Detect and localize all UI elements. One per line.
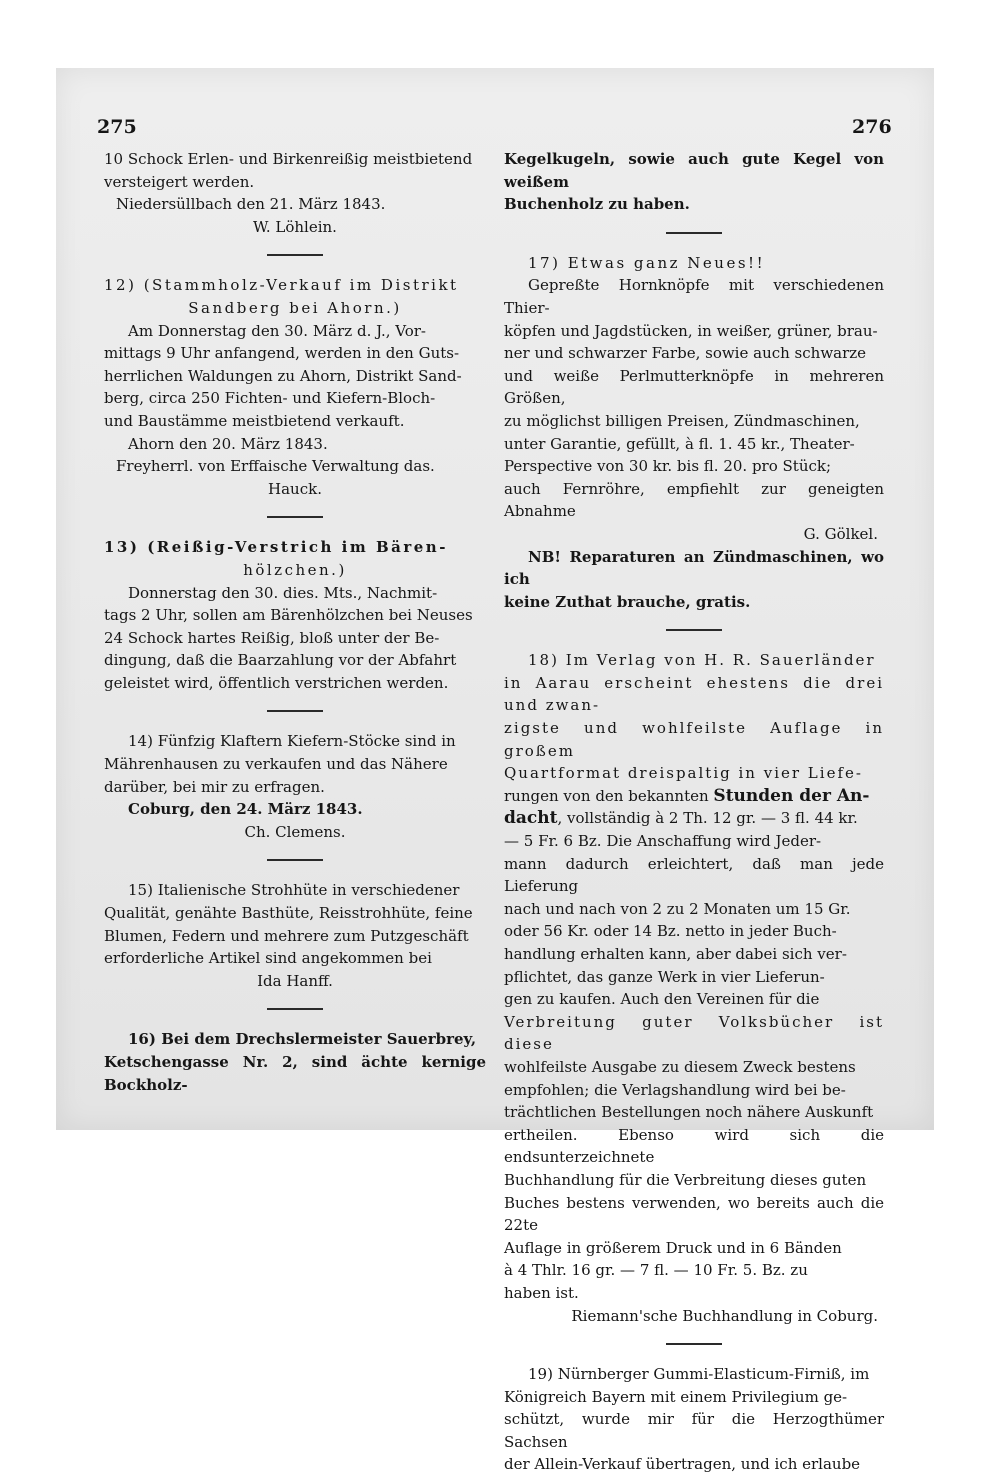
notice-date: Niedersüllbach den 21. März 1843. [116, 195, 386, 214]
text-line: Am Donnerstag den 30. März d. J., Vor- [128, 321, 426, 340]
text-line: ertheilen. Ebenso wird sich die endsunterzeichnete [504, 1125, 884, 1167]
text-line: pflichtet, das ganze Werk in vier Lieferun- [504, 967, 825, 986]
page-number-right: 276 [852, 116, 892, 138]
text-fragment: , vollständig à 2 Th. 12 gr. — 3 fl. 44 kr. [557, 809, 858, 828]
text-line: Perspective von 30 kr. bis fl. 20. pro Stück; [504, 457, 832, 476]
text-line: mittags 9 Uhr anfangend, werden in den Guts- [104, 344, 460, 363]
notice-17 [504, 252, 884, 614]
text-line: 19) Nürnberger Gummi-Elasticum-Firniß, im [528, 1365, 870, 1384]
separator-rule [666, 232, 722, 234]
notice-heading: 12) (Stammholz-Verkauf im Distrikt [104, 276, 459, 295]
text-line: zu möglichst billigen Preisen, Zündmaschinen, [504, 411, 860, 430]
text-line: erforderliche Artikel sind angekommen bei [104, 949, 432, 968]
text-line: wohlfeilste Ausgabe zu diesem Zweck bestens [504, 1057, 856, 1076]
text-line: versteigert werden. [104, 172, 255, 191]
notice-signature: Riemann'sche Buchhandlung in Coburg. [571, 1306, 878, 1325]
notice-signature: Ch. Clemens. [244, 822, 346, 841]
notice-continued [104, 148, 486, 238]
text-line: à 4 Thlr. 16 gr. — 7 fl. — 10 Fr. 5. Bz. zu [504, 1261, 808, 1280]
notice-12 [104, 274, 486, 500]
text-line: Kegelkugeln, sowie auch gute Kegel von weißem [504, 150, 884, 191]
text-line: ner und schwarzer Farbe, sowie auch schwarze [504, 344, 867, 363]
text-line: mann dadurch erleichtert, daß man jede Lieferung [504, 854, 884, 896]
text-line: 16) Bei dem Drechslermeister Sauerbrey, [128, 1030, 477, 1049]
text-line: gen zu kaufen. Auch den Vereinen für die [504, 990, 820, 1009]
text-line: Ketschengasse Nr. 2, sind ächte kernige Bockholz- [104, 1053, 486, 1094]
separator-rule [666, 629, 722, 631]
text-line: auch Fernröhre, empfiehlt zur geneigten Abnahme [504, 479, 884, 521]
text-line: herrlichen Waldungen zu Ahorn, Distrikt Sand- [104, 366, 462, 385]
notice-signature: Ida Hanff. [257, 971, 333, 990]
text-line: handlung erhalten kann, aber dabei sich ver- [504, 945, 847, 963]
text-line: Quartformat dreispaltig in vier Liefe- [504, 764, 863, 783]
text-line [504, 785, 884, 808]
text-line: tags 2 Uhr, sollen am Bärenhölzchen bei Neuses [104, 606, 473, 625]
text-line: Auflage in größerem Druck und in 6 Bänden [504, 1238, 842, 1257]
separator-rule [267, 254, 323, 256]
nota-bene-line: keine Zuthat brauche, gratis. [504, 592, 751, 611]
text-line: berg, circa 250 Fichten- und Kiefern-Bloch- [104, 389, 436, 408]
text-line: 24 Schock hartes Reißig, bloß unter der Be- [104, 628, 440, 647]
text-line: 10 Schock Erlen- und Birkenreißig meistbietend [104, 150, 473, 168]
text-line: zigste und wohlfeilste Auflage in großem [504, 719, 884, 760]
text-line: — 5 Fr. 6 Bz. Die Anschaffung wird Jeder- [504, 832, 822, 851]
text-line: oder 56 Kr. oder 14 Bz. netto in jeder Buch- [504, 922, 837, 941]
text-line: schützt, wurde mir für die Herzogthümer Sachsen [504, 1410, 884, 1451]
text-line: geleistet wird, öffentlich verstrichen werden. [104, 673, 449, 692]
text-line: darüber, bei mir zu erfragen. [104, 777, 325, 796]
text-line [504, 807, 884, 830]
text-line: haben ist. [504, 1283, 579, 1302]
notice-heading: Sandberg bei Ahorn.) [188, 298, 402, 317]
text-line: der Allein-Verkauf übertragen, und ich erlaube [504, 1455, 861, 1474]
separator-rule [666, 1343, 722, 1345]
text-line: Buchhandlung für die Verbreitung dieses guten [504, 1170, 867, 1189]
text-line: in Aarau erscheint ehestens die drei und zwan- [504, 673, 884, 715]
text-line: Buchenholz zu haben. [504, 195, 690, 214]
text-line: empfohlen; die Verlagshandlung wird bei be- [504, 1080, 846, 1099]
left-column [104, 148, 486, 1096]
book-title: dacht [504, 808, 558, 829]
notice-organization: Freyherrl. von Erffaische Verwaltung das. [116, 457, 435, 476]
book-title: Stunden der An- [713, 785, 870, 806]
notice-16 [104, 1028, 486, 1096]
text-line: Verbreitung guter Volksbücher ist diese [504, 1012, 884, 1054]
notice-date: Coburg, den 24. März 1843. [128, 800, 363, 819]
text-line: trächtlichen Bestellungen noch nähere Auskunft [504, 1103, 874, 1122]
notice-signature: G. Gölkel. [803, 524, 878, 543]
text-line: Königreich Bayern mit einem Privilegium ge- [504, 1387, 848, 1406]
text-line: Mährenhausen zu verkaufen und das Nähere [104, 755, 448, 774]
text-line: köpfen und Jagdstücken, in weißer, grüner, brau- [504, 321, 878, 340]
text-line: dingung, daß die Baarzahlung vor der Abfahrt [104, 651, 457, 670]
text-fragment: rungen von den bekannten [504, 786, 714, 805]
notice-heading: 17) Etwas ganz Neues!! [528, 253, 766, 272]
text-line: und Baustämme meistbietend verkauft. [104, 411, 405, 430]
notice-14 [104, 730, 486, 843]
separator-rule [267, 516, 323, 518]
text-line: 15) Italienische Strohhüte in verschiedener [128, 881, 460, 900]
text-line: nach und nach von 2 zu 2 Monaten um 15 Gr. [504, 899, 851, 918]
right-column [504, 148, 884, 1476]
notice-heading: 13) (Reißig-Verstrich im Bären- [104, 538, 448, 557]
notice-date: Ahorn den 20. März 1843. [128, 434, 328, 453]
separator-rule [267, 1008, 323, 1010]
notice-19 [504, 1363, 884, 1476]
notice-heading: hölzchen.) [243, 560, 347, 579]
notice-15 [104, 879, 486, 992]
separator-rule [267, 710, 323, 712]
notice-16-continued [504, 148, 884, 216]
text-line: unter Garantie, gefüllt, à fl. 1. 45 kr., Theater- [504, 434, 855, 453]
text-line: Qualität, genähte Basthüte, Reisstrohhüte, feine [104, 904, 473, 923]
text-line: 14) Fünfzig Klaftern Kiefern-Stöcke sind in [128, 732, 456, 751]
text-line: Blumen, Federn und mehrere zum Putzgeschäft [104, 926, 469, 945]
notice-signature: Hauck. [268, 479, 322, 498]
text-line: Donnerstag den 30. dies. Mts., Nachmit- [128, 583, 438, 602]
notice-signature: W. Löhlein. [253, 217, 337, 236]
page-number-left: 275 [97, 116, 137, 138]
notice-18 [504, 649, 884, 1327]
text-line: und weiße Perlmutterknöpfe in mehreren Größen, [504, 366, 884, 408]
nota-bene-line: NB! Reparaturen an Zündmaschinen, wo ich [504, 547, 884, 589]
notice-13 [104, 536, 486, 694]
separator-rule [267, 859, 323, 861]
text-line: 18) Im Verlag von H. R. Sauerländer [528, 651, 876, 670]
text-line: Gepreßte Hornknöpfe mit verschiedenen Thier- [504, 276, 884, 317]
text-line: Buches bestens verwenden, wo bereits auch die 22te [504, 1193, 884, 1235]
